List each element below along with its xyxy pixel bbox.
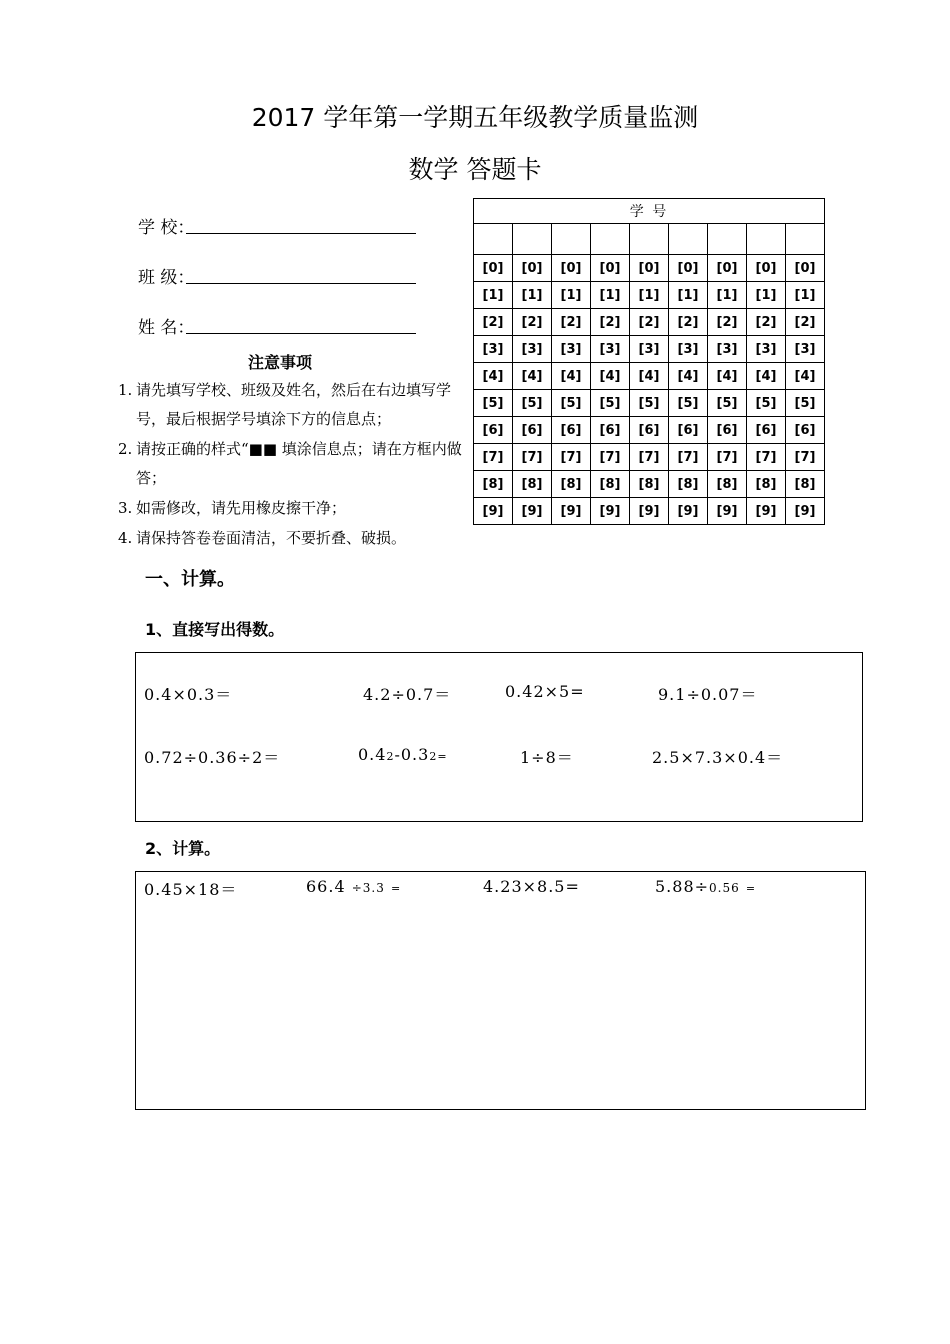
question-text: = — [390, 882, 402, 895]
school-input-line[interactable] — [186, 233, 416, 234]
note-number: 1. — [118, 381, 133, 399]
student-id-header: 学 号 — [474, 199, 825, 224]
id-bubble[interactable]: [2] — [669, 309, 708, 336]
id-bubble[interactable]: [5] — [708, 390, 747, 417]
id-bubble[interactable]: [7] — [513, 444, 552, 471]
id-bubble[interactable]: [6] — [747, 417, 786, 444]
id-bubble[interactable]: [2] — [786, 309, 825, 336]
note-text: 请先填写学校、班级及姓名，然后在右边填写学号，最后根据学号填涂下方的信息点； — [136, 381, 452, 428]
id-bubble[interactable]: [0] — [630, 255, 669, 282]
id-bubble[interactable]: [1] — [708, 282, 747, 309]
id-bubble[interactable]: [0] — [552, 255, 591, 282]
question — [306, 877, 401, 896]
id-bubble[interactable]: [2] — [747, 309, 786, 336]
id-bubble[interactable]: [0] — [708, 255, 747, 282]
question — [655, 877, 756, 896]
question-text: 2 — [252, 748, 264, 767]
id-bubble[interactable]: [8] — [630, 471, 669, 498]
id-bubble[interactable]: [8] — [708, 471, 747, 498]
id-bubble[interactable]: [4] — [786, 363, 825, 390]
id-bubble[interactable]: [6] — [552, 417, 591, 444]
id-bubble[interactable]: [3] — [513, 336, 552, 363]
id-bubble[interactable]: [0] — [747, 255, 786, 282]
note-text: 请按正确的样式“■■ 填涂信息点；请在方框内做答； — [136, 440, 462, 487]
question-text: 0.72÷0.36÷ — [144, 748, 253, 767]
question: 4.23×8.5= — [483, 877, 580, 896]
question: 0.45×18＝ — [144, 880, 238, 899]
question: 0.42×5= — [505, 682, 585, 701]
id-digit-box[interactable] — [591, 224, 630, 255]
id-bubble[interactable]: [7] — [786, 444, 825, 471]
part1-title: 1、直接写出得数。 — [145, 620, 285, 639]
id-bubble[interactable]: [1] — [474, 282, 513, 309]
id-bubble[interactable]: [4] — [552, 363, 591, 390]
note-text: 如需修改，请先用橡皮擦干净； — [136, 499, 347, 517]
id-bubble[interactable]: [4] — [708, 363, 747, 390]
id-bubble[interactable]: [7] — [474, 444, 513, 471]
question — [144, 745, 280, 768]
id-bubble[interactable]: [3] — [474, 336, 513, 363]
id-bubble[interactable]: [1] — [591, 282, 630, 309]
id-digit-box[interactable] — [552, 224, 591, 255]
question-text: 0.4 — [358, 745, 387, 764]
id-bubble[interactable]: [9] — [708, 498, 747, 525]
id-bubble[interactable]: [9] — [474, 498, 513, 525]
id-bubble[interactable]: [1] — [630, 282, 669, 309]
page-title: 2017 学年第一学期五年级教学质量监测 — [251, 103, 699, 132]
student-id-grid — [473, 198, 825, 525]
id-digit-box[interactable] — [669, 224, 708, 255]
id-bubble[interactable]: [1] — [786, 282, 825, 309]
id-digit-box[interactable] — [630, 224, 669, 255]
id-bubble[interactable]: [5] — [591, 390, 630, 417]
id-bubble[interactable]: [0] — [669, 255, 708, 282]
name-label: 姓 名： — [138, 318, 195, 338]
id-bubble[interactable]: [5] — [669, 390, 708, 417]
id-bubble[interactable]: [8] — [513, 471, 552, 498]
id-bubble[interactable]: [1] — [747, 282, 786, 309]
id-bubble[interactable]: [8] — [669, 471, 708, 498]
id-bubble[interactable]: [6] — [474, 417, 513, 444]
id-bubble[interactable]: [5] — [786, 390, 825, 417]
notes-title: 注意事项 — [248, 353, 313, 372]
id-bubble[interactable]: [0] — [786, 255, 825, 282]
id-bubble[interactable]: [3] — [669, 336, 708, 363]
id-bubble[interactable]: [4] — [513, 363, 552, 390]
id-bubble[interactable]: [2] — [708, 309, 747, 336]
id-bubble[interactable]: [1] — [513, 282, 552, 309]
section-title: 一、计算。 — [145, 569, 235, 590]
id-bubble[interactable]: [6] — [630, 417, 669, 444]
question: 2.5×7.3×0.4＝ — [652, 748, 784, 767]
id-bubble[interactable]: [4] — [474, 363, 513, 390]
id-bubble[interactable]: [7] — [591, 444, 630, 471]
id-digit-box[interactable] — [474, 224, 513, 255]
id-bubble[interactable]: [9] — [630, 498, 669, 525]
note-number: 3. — [118, 499, 133, 517]
class-label: 班 级： — [138, 268, 195, 288]
note-number: 2. — [118, 440, 133, 458]
id-bubble[interactable]: [8] — [474, 471, 513, 498]
note-item — [118, 524, 463, 553]
id-digit-box[interactable] — [708, 224, 747, 255]
id-bubble[interactable]: [0] — [513, 255, 552, 282]
id-bubble[interactable]: [7] — [552, 444, 591, 471]
id-bubble[interactable]: [5] — [513, 390, 552, 417]
question: 9.1÷0.07＝ — [658, 685, 758, 704]
id-bubble[interactable]: [8] — [552, 471, 591, 498]
id-bubble[interactable]: [3] — [552, 336, 591, 363]
question-text: 0.56 — [709, 881, 740, 895]
question-text: 66.4 — [306, 877, 346, 896]
id-bubble[interactable]: [3] — [630, 336, 669, 363]
note-item — [118, 376, 463, 434]
id-bubble[interactable]: [5] — [747, 390, 786, 417]
id-bubble[interactable]: [4] — [669, 363, 708, 390]
id-bubble[interactable]: [2] — [591, 309, 630, 336]
answer-box-2[interactable] — [135, 871, 866, 1110]
id-bubble[interactable]: [4] — [591, 363, 630, 390]
id-bubble[interactable]: [5] — [474, 390, 513, 417]
id-bubble[interactable]: [7] — [669, 444, 708, 471]
name-input-line[interactable] — [186, 333, 416, 334]
question-text: -0.3 — [394, 745, 430, 764]
id-bubble[interactable]: [5] — [552, 390, 591, 417]
id-bubble[interactable]: [3] — [747, 336, 786, 363]
id-bubble[interactable]: [2] — [474, 309, 513, 336]
id-bubble[interactable]: [2] — [630, 309, 669, 336]
id-digit-box[interactable] — [513, 224, 552, 255]
id-bubble[interactable]: [0] — [591, 255, 630, 282]
id-bubble[interactable]: [8] — [747, 471, 786, 498]
question-text: 5.88÷ — [655, 877, 710, 896]
note-item — [118, 435, 463, 493]
id-bubble[interactable]: [1] — [669, 282, 708, 309]
id-bubble[interactable]: [6] — [513, 417, 552, 444]
id-bubble[interactable]: [6] — [591, 417, 630, 444]
question — [358, 745, 448, 764]
id-bubble[interactable]: [8] — [591, 471, 630, 498]
school-label: 学 校： — [138, 218, 195, 238]
id-bubble[interactable]: [2] — [513, 309, 552, 336]
id-bubble[interactable]: [8] — [786, 471, 825, 498]
note-item — [118, 494, 463, 523]
question-text: ＝ — [263, 748, 281, 767]
id-bubble[interactable]: [9] — [669, 498, 708, 525]
id-digit-box[interactable] — [747, 224, 786, 255]
part2-title: 2、计算。 — [145, 839, 221, 858]
class-input-line[interactable] — [186, 283, 416, 284]
page-subtitle: 数学 答题卡 — [408, 155, 542, 184]
id-bubble[interactable]: [3] — [591, 336, 630, 363]
id-bubble[interactable]: [9] — [591, 498, 630, 525]
id-bubble[interactable]: [6] — [786, 417, 825, 444]
question: 0.4×0.3＝ — [144, 685, 233, 704]
question-text: ÷3.3 — [351, 881, 385, 895]
question: 1÷8＝ — [520, 748, 574, 767]
id-bubble[interactable]: [1] — [552, 282, 591, 309]
id-bubble[interactable]: [9] — [747, 498, 786, 525]
note-text: 请保持答卷卷面清洁，不要折叠、破损。 — [136, 529, 407, 547]
id-bubble[interactable]: [4] — [630, 363, 669, 390]
id-bubble[interactable]: [6] — [708, 417, 747, 444]
question-text: = — [745, 882, 757, 895]
id-bubble[interactable]: [7] — [708, 444, 747, 471]
note-number: 4. — [118, 529, 133, 547]
question: 4.2÷0.7＝ — [363, 685, 452, 704]
id-bubble[interactable]: [3] — [708, 336, 747, 363]
id-bubble[interactable]: [9] — [552, 498, 591, 525]
id-bubble[interactable]: [7] — [630, 444, 669, 471]
answer-box-1[interactable] — [135, 652, 863, 822]
id-bubble[interactable]: [3] — [786, 336, 825, 363]
exponent: 2 — [386, 750, 395, 763]
exponent: 2 — [429, 750, 438, 763]
id-bubble[interactable]: [4] — [747, 363, 786, 390]
id-bubble[interactable]: [9] — [786, 498, 825, 525]
id-bubble[interactable]: [6] — [669, 417, 708, 444]
id-bubble[interactable]: [0] — [474, 255, 513, 282]
question-text: = — [437, 750, 448, 763]
id-bubble[interactable]: [2] — [552, 309, 591, 336]
id-bubble[interactable]: [9] — [513, 498, 552, 525]
id-digit-box[interactable] — [786, 224, 825, 255]
id-bubble[interactable]: [5] — [630, 390, 669, 417]
id-bubble[interactable]: [7] — [747, 444, 786, 471]
